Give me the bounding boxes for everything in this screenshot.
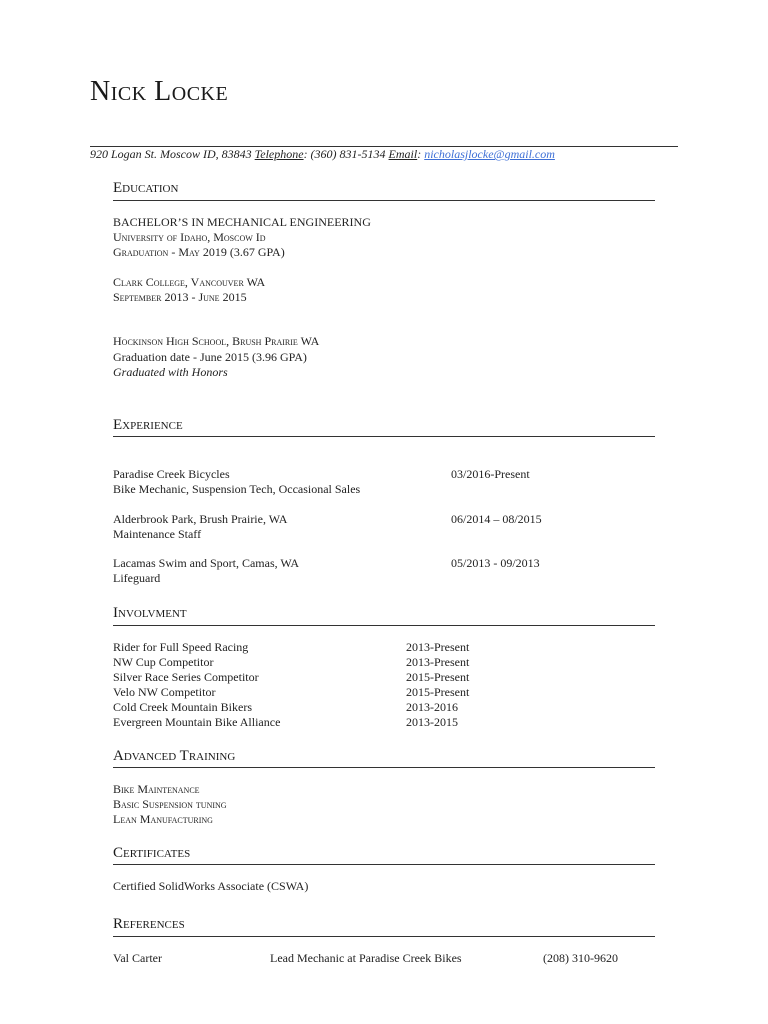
email-separator: : <box>417 147 422 161</box>
education-highschool: Hockinson High School, Brush Prairie WA <box>113 334 320 348</box>
section-divider-experience <box>113 436 655 437</box>
involvement-item: Rider for Full Speed Racing <box>113 640 249 654</box>
contact-line <box>90 147 555 162</box>
training-item: Basic Suspension tuning <box>113 797 227 811</box>
section-title-experience: Experience <box>113 417 183 433</box>
involvement-dates: 2013-2015 <box>406 715 458 729</box>
education-graduation: Graduation - May 2019 (3.67 GPA) <box>113 245 285 259</box>
involvement-dates: 2013-2016 <box>406 700 458 714</box>
training-item: Lean Manufacturing <box>113 812 213 826</box>
section-title-involvement: Involvment <box>113 605 187 621</box>
job-role: Bike Mechanic, Suspension Tech, Occasional Sales <box>113 482 361 496</box>
involvement-dates: 2015-Present <box>406 670 470 684</box>
email-label: Email <box>388 147 418 161</box>
reference-position: Lead Mechanic at Paradise Creek Bikes <box>270 951 462 965</box>
job-employer: Lacamas Swim and Sport, Camas, WA <box>113 556 300 570</box>
section-divider-references <box>113 936 655 937</box>
address: 920 Logan St. Moscow ID, 83843 <box>90 147 252 161</box>
email-link[interactable]: nicholasjlocke@gmail.com <box>424 147 555 161</box>
education-degree: BACHELOR’S IN MECHANICAL ENGINEERING <box>113 215 371 229</box>
education-university: University of Idaho, Moscow Id <box>113 230 266 244</box>
involvement-dates: 2015-Present <box>406 685 470 699</box>
education-college: Clark College, Vancouver WA <box>113 275 266 289</box>
reference-phone: (208) 310-9620 <box>543 951 618 965</box>
job-role: Lifeguard <box>113 571 161 585</box>
section-divider-certificates <box>113 864 655 865</box>
telephone: : (360) 831-5134 <box>303 147 386 161</box>
involvement-dates: 2013-Present <box>406 655 470 669</box>
section-title-training: Advanced Training <box>113 748 236 764</box>
job-dates: 03/2016-Present <box>451 467 530 481</box>
involvement-item: Cold Creek Mountain Bikers <box>113 700 252 714</box>
section-divider-training <box>113 767 655 768</box>
involvement-item: NW Cup Competitor <box>113 655 214 669</box>
involvement-dates: 2013-Present <box>406 640 470 654</box>
resume-name: Nick Locke <box>90 76 229 107</box>
involvement-item: Evergreen Mountain Bike Alliance <box>113 715 281 729</box>
education-hs-graduation: Graduation date - June 2015 (3.96 GPA) <box>113 350 307 364</box>
certificate-item: Certified SolidWorks Associate (CSWA) <box>113 879 309 893</box>
training-item: Bike Maintenance <box>113 782 200 796</box>
education-college-dates: September 2013 - June 2015 <box>113 290 247 304</box>
job-dates: 06/2014 – 08/2015 <box>451 512 542 526</box>
section-title-education: Education <box>113 180 179 196</box>
involvement-item: Velo NW Competitor <box>113 685 216 699</box>
section-title-references: References <box>113 916 185 932</box>
job-role: Maintenance Staff <box>113 527 202 541</box>
job-dates: 05/2013 - 09/2013 <box>451 556 540 570</box>
job-employer: Alderbrook Park, Brush Prairie, WA <box>113 512 288 526</box>
job-employer: Paradise Creek Bicycles <box>113 467 230 481</box>
reference-name: Val Carter <box>113 951 162 965</box>
telephone-label: Telephone <box>254 147 304 161</box>
education-hs-honors: Graduated with Honors <box>113 365 228 379</box>
section-title-certificates: Certificates <box>113 845 191 861</box>
section-divider-education <box>113 200 655 201</box>
section-divider-involvement <box>113 625 655 626</box>
involvement-item: Silver Race Series Competitor <box>113 670 259 684</box>
